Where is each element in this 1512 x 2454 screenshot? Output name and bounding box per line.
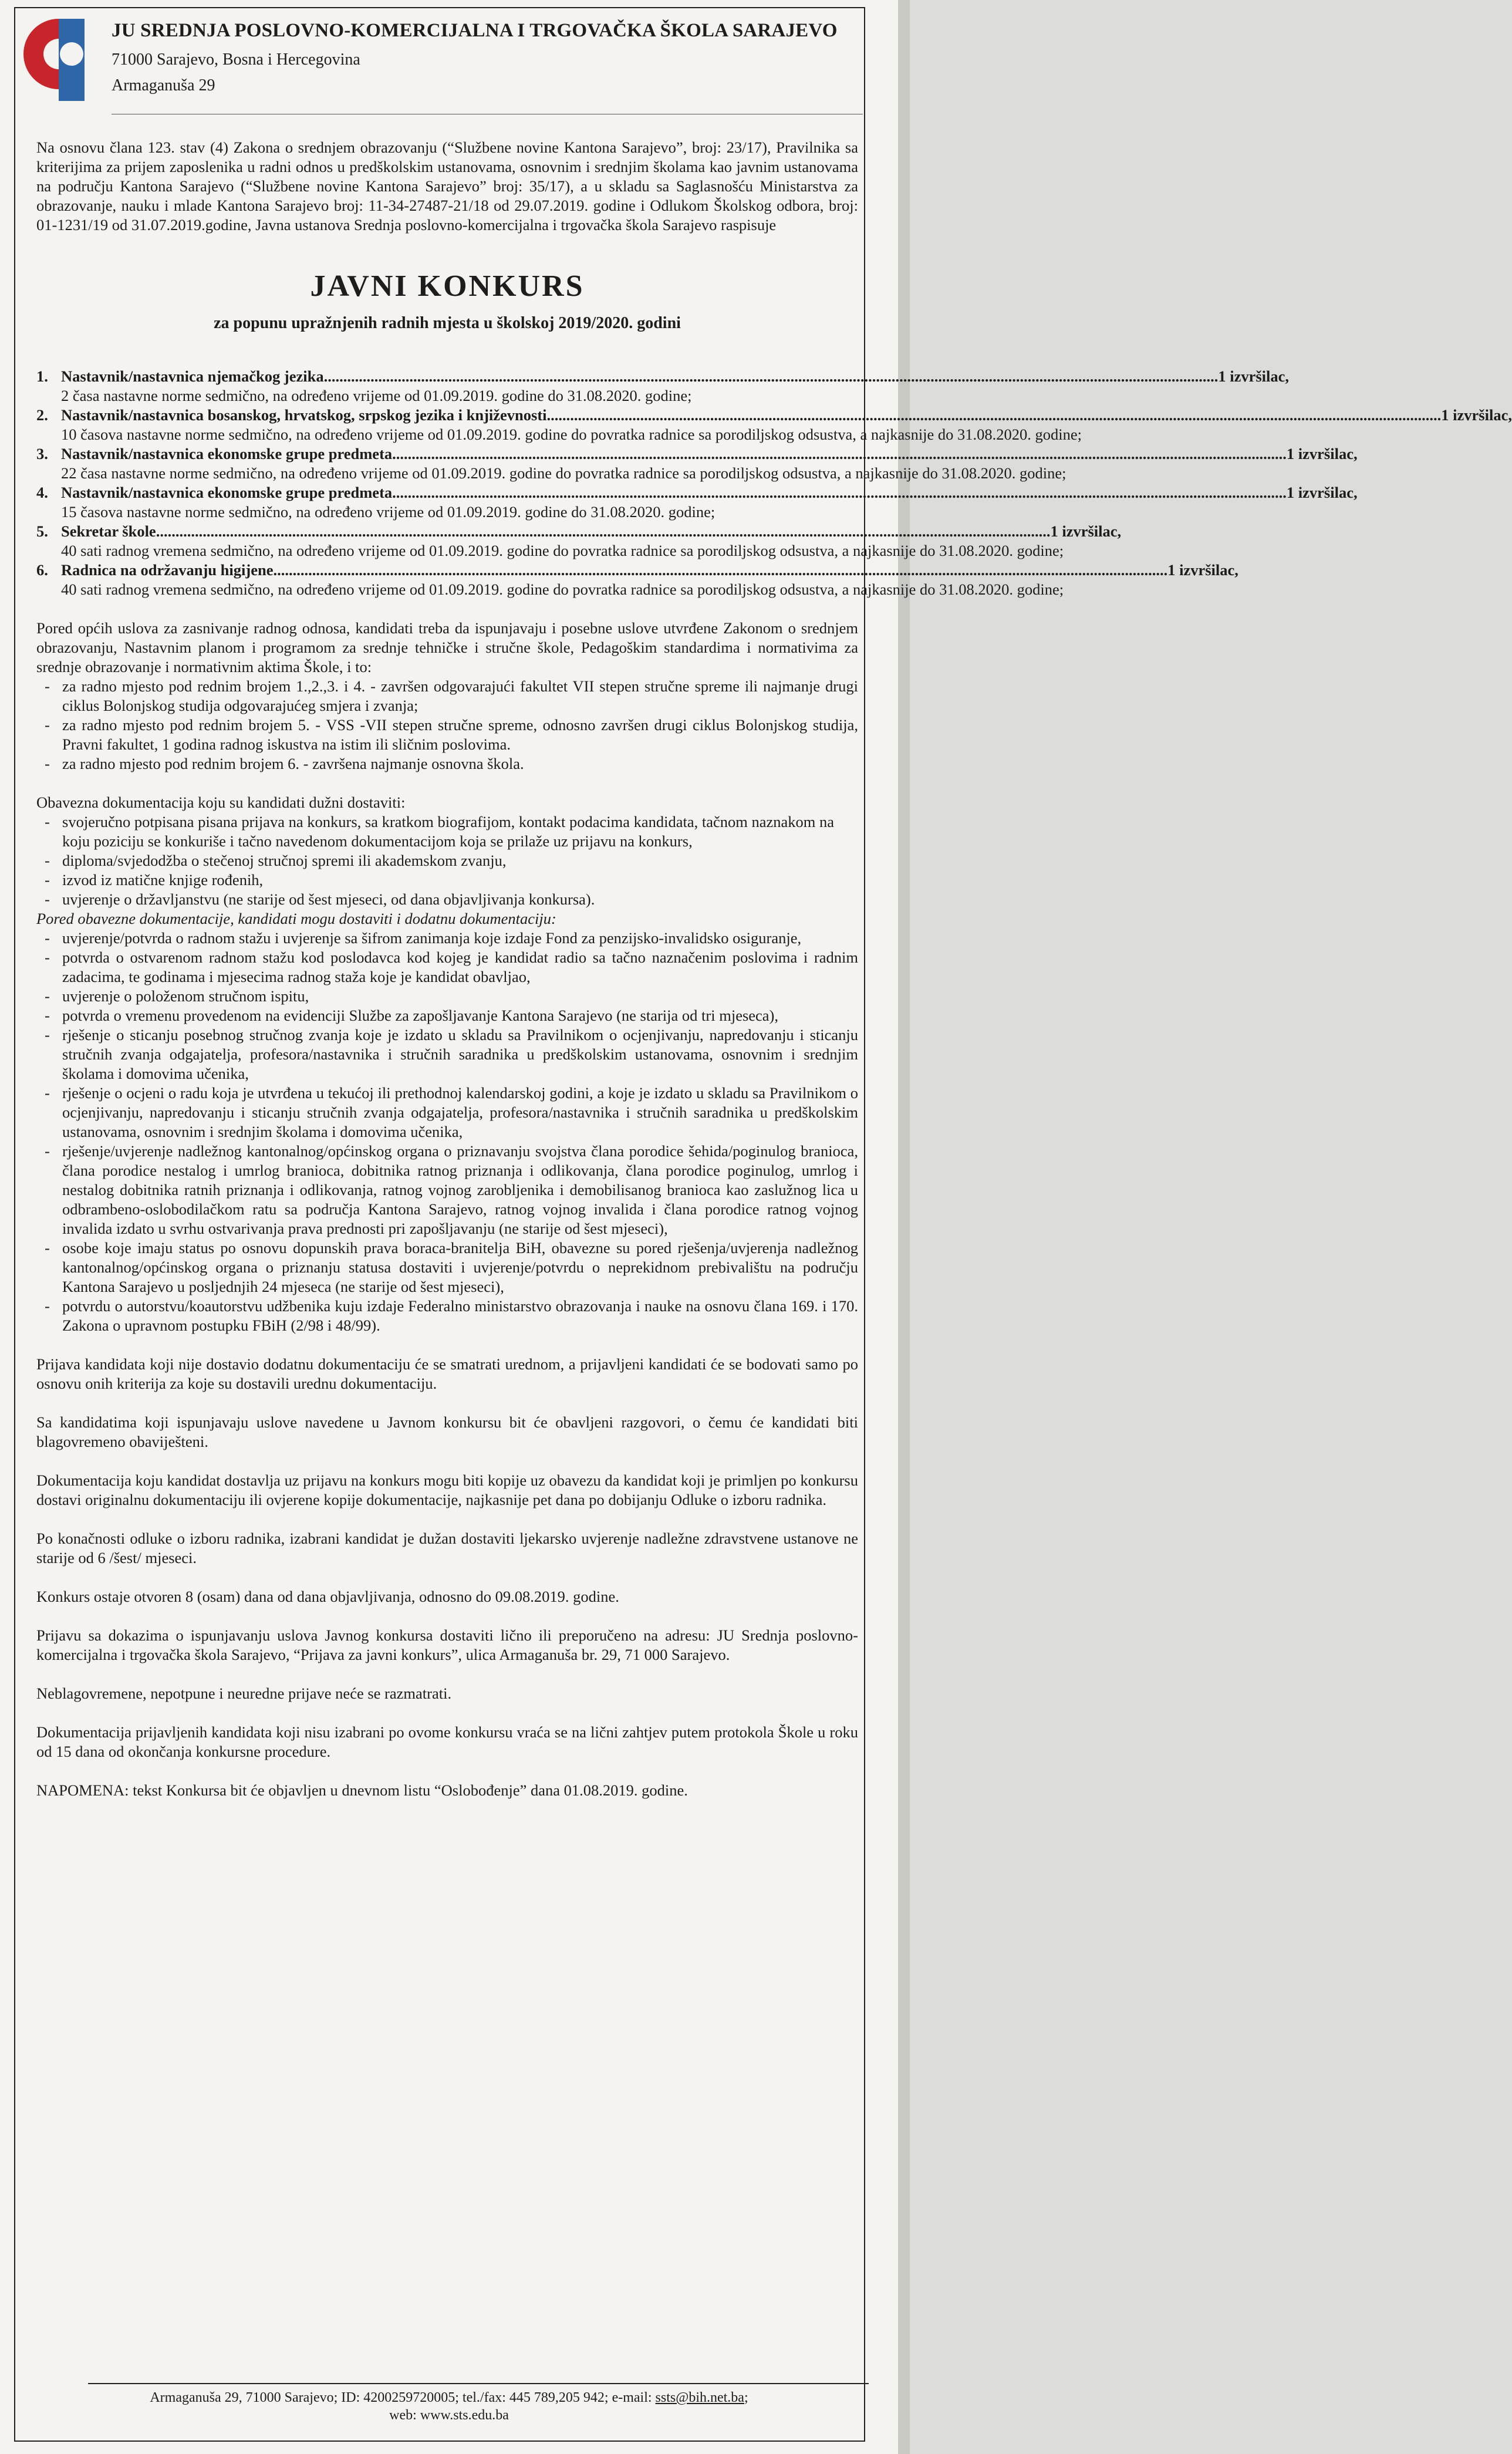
position-description: 40 sati radnog vremena sedmično, na određeno vrijeme od 01.09.2019. godine do povratka radnice sa porodiljskog odsustva, a najkasnije do 31.08.2020. godine; [61,542,1064,559]
position-body [61,561,1238,599]
footer-divider [88,2383,869,2384]
position-title: Nastavnik/nastavnica bosanskog, hrvatskog, srpskog jezika i književnosti [61,406,547,424]
additional-document-item: - rješenje/uvjerenje nadležnog kantonalnog/općinskog organa o priznavanju svojstva člana porodice šehida/poginulog branioca, člana porodice nestalog i umrlog branioca, dobitnika ratnog priznanja i odlikovanja, člana porodice poginulog, umrlog i nestalog dobitnika ratnih priznanja i odlikovanja, ratnog vojnog zarobljenika i demobilisanog branioca kao zaslužnog lica u odbrambeno-oslobodilačkom ratu sa područja Kantona Sarajevo, ratnog vojnog invalida i člana porodice ratnog vojnog invalida izdato u svrhu ostvarivanja prava prednosti pri zapošljavanju (ne starije od šest mjeseci), [36,1142,858,1238]
ad-content [36,138,1512,1800]
position-title: Nastavnik/nastavnica ekonomske grupe predmeta [61,484,393,501]
position-title: Sekretar škole [61,522,156,540]
additional-document-item: - osobe koje imaju status po osnovu dopunskih prava boraca-branitelja BiH, obavezne su pored rješenja/uvjerenja nadležnog kantonalnog/općinskog organa o priznanju statusa dostaviti i uvjerenje/potvrdu o neprekidnom prebivalištu na području Kantona Sarajevo u posljednjih 24 mjeseca (ne starije od šest mjeseci), [36,1238,858,1297]
closing-paragraph: Prijavu sa dokazima o ispunjavanju uslova Javnog konkursa dostaviti lično ili preporučeno na adresu: JU Srednja poslovno-komercijalna i trgovačka škola Sarajevo, “Prijava za javni konkurs”, ulica Armaganuša br. 29, 71 000 Sarajevo. [36,1626,858,1663]
footer-contact-end: ; [744,2390,748,2405]
documents-lead: Obavezna dokumentacija koju su kandidati dužni dostaviti: [36,794,406,811]
position-title: Nastavnik/nastavnica ekonomske grupe predmeta [61,445,393,463]
letterhead [23,15,845,115]
additional-document-item: - uvjerenje o položenom stručnom ispitu, [36,987,858,1006]
closing-paragraphs [36,1355,858,1800]
documents-list [36,812,858,909]
document-item: - uvjerenje o državljanstvu (ne starije od šest mjeseci, od dana objavljivanja konkursa). [36,890,858,909]
leader-dots [392,444,1287,464]
position-number: 1. [36,367,48,385]
document-item: - izvod iz matične knjige rođenih, [36,870,858,890]
position-item [36,561,1238,599]
closing-paragraph: Prijava kandidata koji nije dostavio dodatnu dokumentaciju će se smatrati urednom, a prijavljeni kandidati će se bodovati samo po osnovu onih kriterija za koje su dostavili urednu dokumentaciju. [36,1355,858,1392]
position-description: 40 sati radnog vremena sedmično, na određeno vrijeme od 01.09.2019. godine do povratka radnice sa porodiljskog odsustva, a najkasnije do 31.08.2020. godine; [61,580,1064,598]
position-item [36,522,1122,561]
condition-item: - za radno mjesto pod rednim brojem 6. - završena najmanje osnovna škola. [36,754,858,774]
document-item: - svojeručno potpisana pisana prijava na konkurs, sa kratkom biografijom, kontakt podacima kandidata, tačnom naznakom na koju poziciju se konkuriše i tačno navedenom dokumentacijom koja se prilaže uz prijavu na konkurs, [36,812,858,851]
position-heading [61,367,1289,386]
document-item: - diploma/svjedodžba o stečenoj stručnoj spremi ili akademskom zvanju, [36,851,858,870]
additional-document-item: - uvjerenje/potvrda o radnom stažu i uvjerenje sa šifrom zanimanja koje izdaje Fond za penzijsko-invalidsko osiguranje, [36,929,858,948]
position-number: 3. [36,445,48,463]
position-heading [61,406,1512,425]
closing-paragraph: Po konačnosti odluke o izboru radnika, izabrani kandidat je dužan dostaviti ljekarsko uvjerenje nadležne zdravstvene ustanove ne starije od 6 /šest/ mjeseci. [36,1530,858,1567]
condition-item: - za radno mjesto pod rednim brojem 1.,2.,3. i 4. - završen odgovarajući fakultet VII stepen stručne spreme ili najmanje drugi ciklus Bolonjskog studija odgovarajućeg smjera i zvanja; [36,677,858,715]
position-description: 10 časova nastavne norme sedmično, na određeno vrijeme od 01.09.2019. godine do povratka radnice sa porodiljskog odsustva, a najkasnije do 31.08.2020. godine; [61,426,1082,443]
leader-dots [324,367,1219,386]
position-count: 1 izvršilac, [1441,406,1512,424]
school-street: Armaganuša 29 [112,76,215,94]
position-count: 1 izvršilac, [1050,522,1122,540]
leader-dots [273,561,1167,580]
closing-paragraph: Dokumentacija koju kandidat dostavlja uz prijavu na konkurs mogu biti kopije uz obavezu da kandidat koji je primljen po konkursu dostavi originalnu dokumentaciju ili ovjerene kopije dokumentacije, najkasnije pet dana po dobijanju Odluke o izboru radnika. [36,1471,858,1508]
additional-document-item: - rješenje o ocjeni o radu koja je utvrđena u tekućoj ili prethodnoj kalendarskoj godini, a koje je izdato u skladu sa Pravilnikom o ocjenjivanju, napredovanju i sticanju stručnih zvanja odgajatelja, profesora/nastavnika i stručnih saradnika u predškolskim ustanovama, osnovnim i srednjim školama i domovima učenika, [36,1083,858,1142]
footer-contact: Armaganuša 29, 71000 Sarajevo; ID: 4200259720005; tel./fax: 445 789,205 942; e-mail: [150,2390,656,2405]
position-body [61,522,1121,561]
additional-document-item: - potvrda o vremenu provedenom na evidenciji Službe za zapošljavanje Kantona Sarajevo (ne starija od tri mjeseca), [36,1006,858,1025]
additional-document-item: - potvrdu o autorstvu/koautorstvu udžbenika kuju izdaje Federalno ministarstvo obrazovanja i nauke na osnovu člana 169. i 170. Zakona o upravnom postupku FBiH (2/98 i 48/99). [36,1297,858,1335]
footer-contact-line [23,2389,875,2406]
additional-documents-list [36,929,858,1335]
position-body [61,483,1358,522]
closing-paragraph: Sa kandidatima koji ispunjavaju uslove navedene u Javnom konkursu bit će obavljeni razgovori, o čemu će kandidati biti blagovremeno obaviješteni. [36,1413,858,1450]
leader-dots [392,483,1287,502]
positions-list [36,367,1512,599]
position-title: Nastavnik/nastavnica njemačkog jezika [61,367,324,385]
conditions-lead: Pored općih uslova za zasnivanje radnog odnosa, kandidati treba da ispunjavaju i posebne uslove utvrđene Zakonom o srednjem obrazovanju, Nastavnim planom i programom za srednje tehničke i stručne škole, Pedagoškim standardima i normativima za srednje obrazovanje i normativnim aktima Škole, i to: [36,619,858,676]
position-body [61,367,1289,406]
footer [23,2389,875,2424]
position-count: 1 izvršilac, [1286,484,1358,501]
position-item [36,406,1512,444]
closing-paragraph: NAPOMENA: tekst Konkursa bit će objavljen u dnevnom listu “Oslobođenje” dana 01.08.2019. godine. [36,1781,688,1799]
closing-paragraph: Konkurs ostaje otvoren 8 (osam) dana od dana objavljivanja, odnosno do 09.08.2019. godine. [36,1588,619,1605]
position-heading [61,483,1358,502]
additional-lead: Pored obavezne dokumentacije, kandidati mogu dostaviti i dodatnu dokumentaciju: [36,910,556,927]
page-title: JAVNI KONKURS [310,269,585,303]
footer-email-link[interactable]: ssts@bih.net.ba [655,2390,744,2405]
position-description: 15 časova nastavne norme sedmično, na određeno vrijeme od 01.09.2019. godine do 31.08.2020. godine; [61,503,716,521]
footer-web[interactable]: web: www.sts.edu.ba [389,2408,509,2423]
school-name: JU SREDNJA POSLOVNO-KOMERCIJALNA I TRGOVAČKA ŠKOLA SARAJEVO [112,20,838,41]
position-title: Radnica na održavanju higijene [61,561,274,579]
position-number: 5. [36,522,48,540]
position-heading [61,522,1121,541]
closing-paragraph: Neblagovremene, nepotpune i neuredne prijave neće se razmatrati. [36,1685,452,1702]
page-subtitle: za popunu upražnjenih radnih mjesta u školskoj 2019/2020. godini [214,314,681,332]
intro-paragraph: Na osnovu člana 123. stav (4) Zakona o srednjem obrazovanju (“Službene novine Kantona Sarajevo”, broj: 23/17), Pravilnika sa kriterijima za prijem zaposlenika u radni odnos u predškolskim ustanovama, osnovnim i srednjim školama kao javnim ustanovama na području Kantona Sarajevo (“Službene novine Kantona Sarajevo” broj: 35/17), a u skladu sa Saglasnošću Ministarstva za obrazovanje, nauku i mlade Kantona Sarajevo broj: 11-34-27487-21/18 od 29.07.2019. godine i Odlukom Školskog odbora, broj: 01-1231/19 od 31.07.2019.godine, Javna ustanova Srednja poslovno-komercijalna i trgovačka škola Sarajevo raspisuje [36,139,858,234]
closing-paragraph: Dokumentacija prijavljenih kandidata koji nisu izabrani po ovome konkursu vraća se na lični zahtjev putem protokola Škole u roku od 15 dana od okončanja konkursne procedure. [36,1723,858,1760]
position-description: 22 časa nastavne norme sedmično, na određeno vrijeme od 01.09.2019. godine do povratka radnice sa porodiljskog odsustva, a najkasnije do 31.08.2020. godine; [61,464,1066,482]
position-count: 1 izvršilac, [1218,367,1290,385]
additional-document-item: - potvrda o ostvarenom radnom stažu kod poslodavca kod kojeg je kandidat radio sa tačno naznačenim poslovima i radnim zadacima, te godinama i mjesecima radnog staža koje je kandidat obavljao, [36,948,858,987]
position-heading [61,444,1358,464]
leader-dots [156,522,1051,541]
school-city: 71000 Sarajevo, Bosna i Hercegovina [112,50,360,69]
position-body [61,406,1512,444]
position-item [36,367,1290,406]
position-description: 2 časa nastavne norme sedmično, na određeno vrijeme od 01.09.2019. godine do 31.08.2020. godine; [61,387,692,404]
position-body [61,444,1358,483]
position-heading [61,561,1238,580]
school-logo-icon [23,15,99,103]
position-number: 4. [36,484,48,501]
position-number: 2. [36,406,48,424]
position-number: 6. [36,561,48,579]
position-item [36,444,1358,483]
additional-document-item: - rješenje o sticanju posebnog stručnog zvanja koje je izdato u skladu sa Pravilnikom o ocjenjivanju, napredovanju i sticanju stručnih zvanja odgajatelja, profesora/nastavnika i stručnih saradnika u predškolskim ustanovama, osnovnim i srednjim školama i domovima učenika, [36,1025,858,1083]
conditions-list [36,677,858,774]
condition-item: - za radno mjesto pod rednim brojem 5. - VSS -VII stepen stručne spreme, odnosno završen drugi ciklus Bolonjskog studija, Pravni fakultet, 1 godina radnog iskustva na istim ili sličnim poslovima. [36,715,858,754]
position-count: 1 izvršilac, [1286,445,1358,463]
position-item [36,483,1358,522]
position-count: 1 izvršilac, [1167,561,1238,579]
leader-dots [547,406,1442,425]
